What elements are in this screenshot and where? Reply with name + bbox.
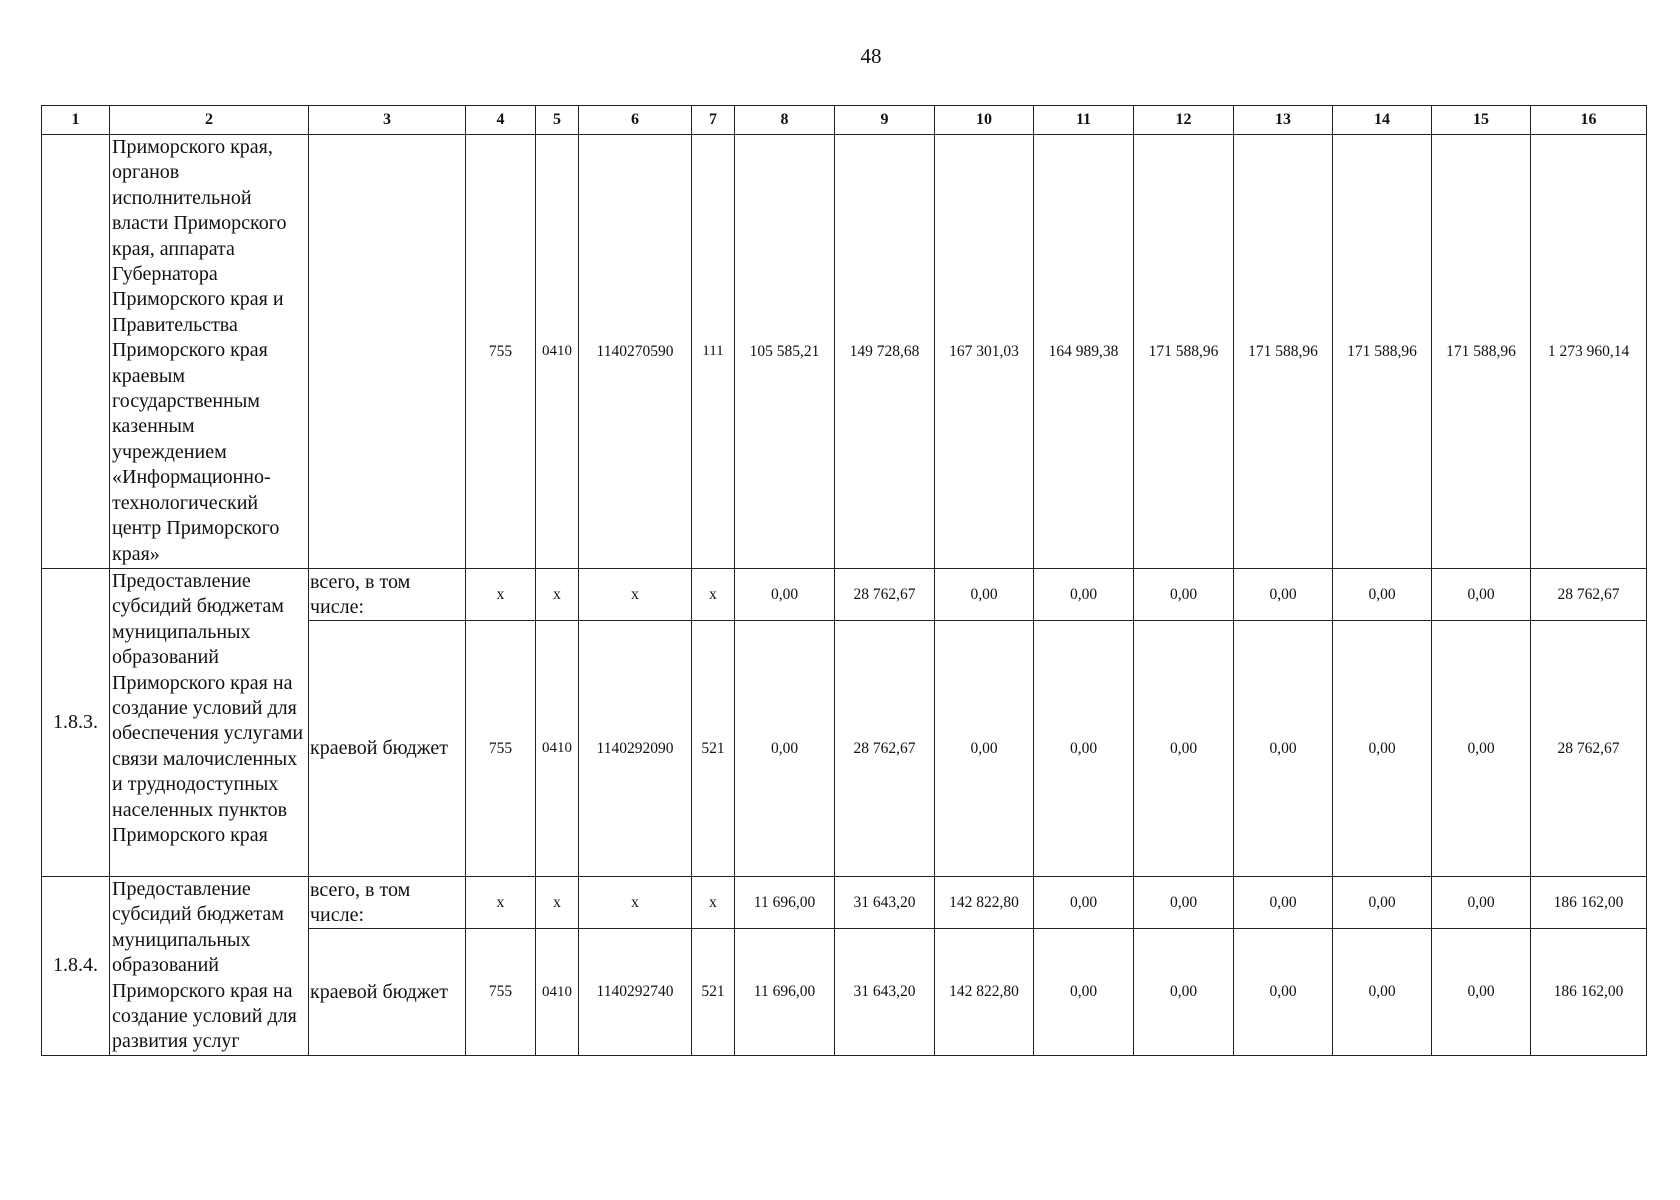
column-header: 12: [1134, 106, 1234, 135]
cell-c9: 28 762,67: [835, 621, 935, 877]
row-description: Предоставление субсидий бюджетам муниципальных образований Приморского края на создание условий для обеспечения услугами связи малочисленных и труднодоступных населенных пунктов Приморского края: [110, 569, 309, 877]
cell-c4: x: [466, 877, 536, 929]
funding-source: краевой бюджет: [309, 929, 466, 1056]
table-row-183-total: [42, 569, 1647, 621]
funding-source: краевой бюджет: [309, 621, 466, 877]
column-header: 6: [579, 106, 692, 135]
column-header: 15: [1432, 106, 1531, 135]
cell-c15: 0,00: [1432, 877, 1531, 929]
cell-c6: 1140292090: [579, 621, 692, 877]
cell-c4: 755: [466, 929, 536, 1056]
page-number: 48: [860, 44, 882, 68]
column-header: 7: [692, 106, 735, 135]
cell-c8: 11 696,00: [735, 877, 835, 929]
cell-c11: 0,00: [1034, 929, 1134, 1056]
cell-c10: 0,00: [935, 621, 1034, 877]
cell-c13: 0,00: [1234, 877, 1333, 929]
column-header: 2: [110, 106, 309, 135]
cell-c11: 0,00: [1034, 569, 1134, 621]
cell-c12: 171 588,96: [1134, 135, 1234, 569]
table-row-continuation: [42, 135, 1647, 569]
cell-c4: x: [466, 569, 536, 621]
cell-c11: 0,00: [1034, 621, 1134, 877]
cell-c13: 0,00: [1234, 621, 1333, 877]
cell-c9: 149 728,68: [835, 135, 935, 569]
budget-table: [41, 105, 1647, 1056]
cell-c6: x: [579, 569, 692, 621]
funding-source: [309, 135, 466, 569]
cell-c6: 1140292740: [579, 929, 692, 1056]
cell-c12: 0,00: [1134, 621, 1234, 877]
cell-c8: 11 696,00: [735, 929, 835, 1056]
cell-c14: 0,00: [1333, 929, 1432, 1056]
cell-c13: 0,00: [1234, 569, 1333, 621]
cell-c12: 0,00: [1134, 929, 1234, 1056]
cell-c10: 167 301,03: [935, 135, 1034, 569]
cell-c7: x: [692, 569, 735, 621]
cell-c12: 0,00: [1134, 877, 1234, 929]
cell-c16: 186 162,00: [1531, 929, 1647, 1056]
cell-c16: 186 162,00: [1531, 877, 1647, 929]
cell-c13: 0,00: [1234, 929, 1333, 1056]
cell-c16: 1 273 960,14: [1531, 135, 1647, 569]
cell-c10: 142 822,80: [935, 929, 1034, 1056]
column-header: 16: [1531, 106, 1647, 135]
table-row-184-total: [42, 877, 1647, 929]
column-header: 3: [309, 106, 466, 135]
cell-c14: 0,00: [1333, 877, 1432, 929]
funding-source: всего, в том числе:: [309, 877, 466, 929]
cell-c9: 31 643,20: [835, 877, 935, 929]
row-number: 1.8.3.: [42, 569, 110, 877]
cell-c14: 0,00: [1333, 621, 1432, 877]
column-header: 4: [466, 106, 536, 135]
cell-c6: 1140270590: [579, 135, 692, 569]
cell-c5: x: [536, 569, 579, 621]
cell-c7: 521: [692, 929, 735, 1056]
cell-c14: 171 588,96: [1333, 135, 1432, 569]
column-header: 9: [835, 106, 935, 135]
cell-c9: 31 643,20: [835, 929, 935, 1056]
cell-c9: 28 762,67: [835, 569, 935, 621]
cell-c16: 28 762,67: [1531, 621, 1647, 877]
cell-c7: 111: [692, 135, 735, 569]
row-number: 1.8.4.: [42, 877, 110, 1056]
cell-c15: 0,00: [1432, 621, 1531, 877]
column-header: 1: [42, 106, 110, 135]
cell-c8: 105 585,21: [735, 135, 835, 569]
cell-c5: 0410: [536, 929, 579, 1056]
cell-c14: 0,00: [1333, 569, 1432, 621]
cell-c5: 0410: [536, 621, 579, 877]
column-header: 14: [1333, 106, 1432, 135]
cell-c11: 0,00: [1034, 877, 1134, 929]
column-header: 10: [935, 106, 1034, 135]
row-description: Предоставление субсидий бюджетам муниципальных образований Приморского края на создание условий для развития услуг: [110, 877, 309, 1056]
cell-c7: 521: [692, 621, 735, 877]
cell-c7: x: [692, 877, 735, 929]
cell-c12: 0,00: [1134, 569, 1234, 621]
cell-c8: 0,00: [735, 569, 835, 621]
cell-c15: 0,00: [1432, 929, 1531, 1056]
cell-c6: x: [579, 877, 692, 929]
cell-c15: 0,00: [1432, 569, 1531, 621]
cell-c11: 164 989,38: [1034, 135, 1134, 569]
row-description: Приморского края, органов исполнительной власти Приморского края, аппарата Губернатора Приморского края и Правительства Приморского края краевым государственным казенным учреждением «Информационно-технологический центр Приморского края»: [110, 135, 309, 569]
column-header: 8: [735, 106, 835, 135]
cell-c10: 142 822,80: [935, 877, 1034, 929]
column-header: 13: [1234, 106, 1333, 135]
column-header: 11: [1034, 106, 1134, 135]
row-number: [42, 135, 110, 569]
funding-source: всего, в том числе:: [309, 569, 466, 621]
cell-c4: 755: [466, 621, 536, 877]
header-row: [42, 106, 1647, 135]
cell-c8: 0,00: [735, 621, 835, 877]
column-header: 5: [536, 106, 579, 135]
cell-c4: 755: [466, 135, 536, 569]
cell-c13: 171 588,96: [1234, 135, 1333, 569]
cell-c16: 28 762,67: [1531, 569, 1647, 621]
cell-c10: 0,00: [935, 569, 1034, 621]
cell-c5: 0410: [536, 135, 579, 569]
cell-c5: x: [536, 877, 579, 929]
cell-c15: 171 588,96: [1432, 135, 1531, 569]
